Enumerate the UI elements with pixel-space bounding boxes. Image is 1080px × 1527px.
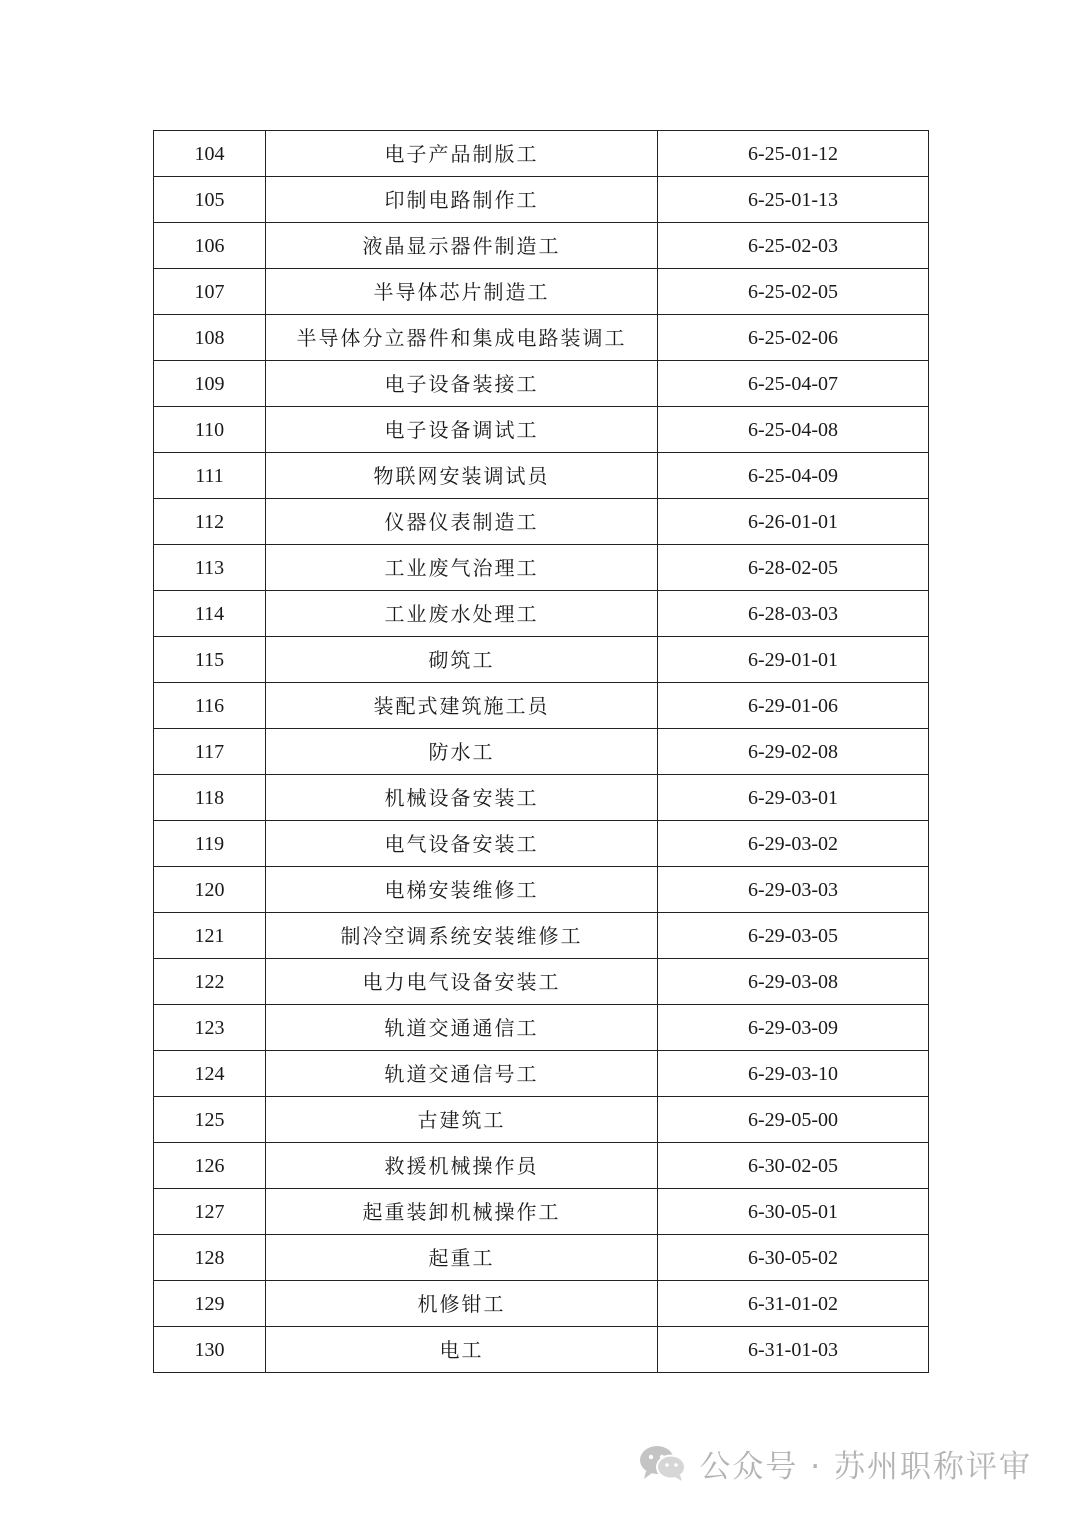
- row-number: 128: [154, 1235, 266, 1281]
- table-row: [154, 1051, 929, 1097]
- occupation-code: 6-29-03-09: [658, 1005, 929, 1051]
- table-row: [154, 177, 929, 223]
- occupation-code: 6-29-03-01: [658, 775, 929, 821]
- row-number: 123: [154, 1005, 266, 1051]
- occupation-name: 工业废水处理工: [266, 591, 658, 637]
- occupation-name: 砌筑工: [266, 637, 658, 683]
- occupation-code: 6-30-05-02: [658, 1235, 929, 1281]
- occupation-code: 6-30-02-05: [658, 1143, 929, 1189]
- occupation-name: 电子设备调试工: [266, 407, 658, 453]
- occupation-code: 6-26-01-01: [658, 499, 929, 545]
- table-row: [154, 361, 929, 407]
- table-row: [154, 821, 929, 867]
- occupation-code: 6-29-05-00: [658, 1097, 929, 1143]
- occupation-name: 半导体芯片制造工: [266, 269, 658, 315]
- row-number: 118: [154, 775, 266, 821]
- occupation-name: 救援机械操作员: [266, 1143, 658, 1189]
- row-number: 129: [154, 1281, 266, 1327]
- row-number: 117: [154, 729, 266, 775]
- occupation-code: 6-29-03-05: [658, 913, 929, 959]
- table-row: [154, 1143, 929, 1189]
- table-body: [154, 131, 929, 1373]
- table-row: [154, 315, 929, 361]
- row-number: 127: [154, 1189, 266, 1235]
- row-number: 115: [154, 637, 266, 683]
- occupation-code: 6-29-01-06: [658, 683, 929, 729]
- table-row: [154, 1005, 929, 1051]
- table-row: [154, 545, 929, 591]
- occupation-name: 电梯安装维修工: [266, 867, 658, 913]
- row-number: 126: [154, 1143, 266, 1189]
- occupation-name: 电子产品制版工: [266, 131, 658, 177]
- occupation-code: 6-25-04-08: [658, 407, 929, 453]
- occupation-code: 6-29-03-02: [658, 821, 929, 867]
- row-number: 116: [154, 683, 266, 729]
- occupation-code: 6-25-04-07: [658, 361, 929, 407]
- table-row: [154, 453, 929, 499]
- occupation-code: 6-29-01-01: [658, 637, 929, 683]
- table-row: [154, 637, 929, 683]
- occupation-name: 半导体分立器件和集成电路装调工: [266, 315, 658, 361]
- occupation-name: 轨道交通信号工: [266, 1051, 658, 1097]
- row-number: 107: [154, 269, 266, 315]
- row-number: 110: [154, 407, 266, 453]
- table-row: [154, 499, 929, 545]
- occupation-code: 6-29-03-10: [658, 1051, 929, 1097]
- occupation-name: 电气设备安装工: [266, 821, 658, 867]
- occupation-name: 起重工: [266, 1235, 658, 1281]
- occupation-code: 6-25-02-03: [658, 223, 929, 269]
- occupation-name: 仪器仪表制造工: [266, 499, 658, 545]
- occupation-code: 6-29-03-03: [658, 867, 929, 913]
- table-row: [154, 913, 929, 959]
- occupation-name: 印制电路制作工: [266, 177, 658, 223]
- occupation-name: 电工: [266, 1327, 658, 1373]
- table-row: [154, 1235, 929, 1281]
- occupation-name: 电子设备装接工: [266, 361, 658, 407]
- wechat-icon: [637, 1443, 689, 1483]
- row-number: 119: [154, 821, 266, 867]
- row-number: 121: [154, 913, 266, 959]
- table-row: [154, 591, 929, 637]
- table-row: [154, 1097, 929, 1143]
- occupation-code: 6-28-03-03: [658, 591, 929, 637]
- row-number: 113: [154, 545, 266, 591]
- watermark: [637, 1443, 1032, 1483]
- occupation-code: 6-25-01-13: [658, 177, 929, 223]
- row-number: 122: [154, 959, 266, 1005]
- occupation-code: 6-25-01-12: [658, 131, 929, 177]
- table-row: [154, 223, 929, 269]
- occupation-table: [153, 130, 929, 1373]
- occupation-code: 6-25-02-06: [658, 315, 929, 361]
- occupation-name: 古建筑工: [266, 1097, 658, 1143]
- occupation-name: 电力电气设备安装工: [266, 959, 658, 1005]
- table-row: [154, 683, 929, 729]
- watermark-text: 公众号 · 苏州职称评审: [699, 1448, 1032, 1485]
- table-row: [154, 1281, 929, 1327]
- table-row: [154, 131, 929, 177]
- row-number: 108: [154, 315, 266, 361]
- occupation-name: 起重装卸机械操作工: [266, 1189, 658, 1235]
- occupation-code: 6-31-01-03: [658, 1327, 929, 1373]
- occupation-name: 工业废气治理工: [266, 545, 658, 591]
- row-number: 125: [154, 1097, 266, 1143]
- row-number: 105: [154, 177, 266, 223]
- occupation-name: 轨道交通通信工: [266, 1005, 658, 1051]
- row-number: 104: [154, 131, 266, 177]
- row-number: 112: [154, 499, 266, 545]
- row-number: 106: [154, 223, 266, 269]
- table-row: [154, 269, 929, 315]
- occupation-code: 6-28-02-05: [658, 545, 929, 591]
- occupation-name: 物联网安装调试员: [266, 453, 658, 499]
- occupation-name: 防水工: [266, 729, 658, 775]
- row-number: 109: [154, 361, 266, 407]
- row-number: 130: [154, 1327, 266, 1373]
- table-row: [154, 959, 929, 1005]
- table-row: [154, 729, 929, 775]
- row-number: 111: [154, 453, 266, 499]
- occupation-code: 6-29-02-08: [658, 729, 929, 775]
- occupation-code: 6-29-03-08: [658, 959, 929, 1005]
- row-number: 114: [154, 591, 266, 637]
- occupation-name: 机械设备安装工: [266, 775, 658, 821]
- table-row: [154, 775, 929, 821]
- occupation-name: 装配式建筑施工员: [266, 683, 658, 729]
- occupation-code: 6-30-05-01: [658, 1189, 929, 1235]
- table-row: [154, 1189, 929, 1235]
- table-row: [154, 867, 929, 913]
- table-row: [154, 407, 929, 453]
- occupation-name: 液晶显示器件制造工: [266, 223, 658, 269]
- row-number: 124: [154, 1051, 266, 1097]
- occupation-name: 制冷空调系统安装维修工: [266, 913, 658, 959]
- occupation-name: 机修钳工: [266, 1281, 658, 1327]
- occupation-code: 6-31-01-02: [658, 1281, 929, 1327]
- occupation-code: 6-25-02-05: [658, 269, 929, 315]
- table-row: [154, 1327, 929, 1373]
- row-number: 120: [154, 867, 266, 913]
- occupation-code: 6-25-04-09: [658, 453, 929, 499]
